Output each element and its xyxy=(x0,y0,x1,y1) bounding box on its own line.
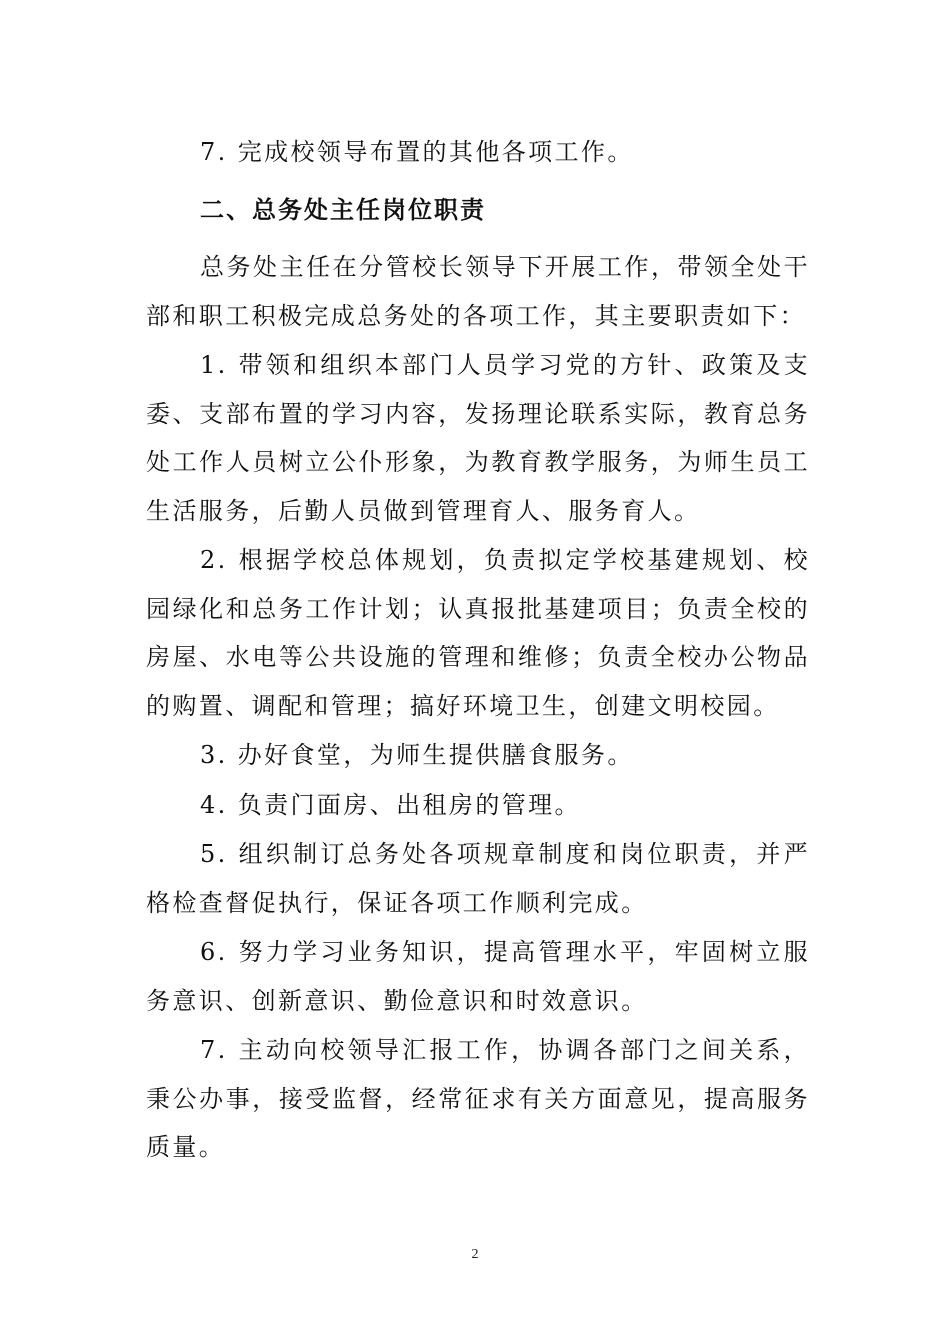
intro-paragraph: 总务处主任在分管校长领导下开展工作，带领全处干部和职工积极完成总务处的各项工作，其主要职责如下： xyxy=(146,253,810,330)
duty-item-1: 1. 带领和组织本部门人员学习党的方针、政策及支委、支部布置的学习内容，发扬理论联系实际，教育总务处工作人员树立公仆形象，为教育教学服务，为师生员工生活服务，后勤人员做到管理育人、服务育人。 xyxy=(146,351,810,525)
duty-item-7: 7. 主动向校领导汇报工作，协调各部门之间关系，秉公办事，接受监督，经常征求有关方面意见，提高服务质量。 xyxy=(146,1036,810,1161)
section-heading: 二、总务处主任岗位职责 xyxy=(200,195,486,224)
duty-item-3: 3. 办好食堂，为师生提供膳食服务。 xyxy=(200,741,634,769)
duty-item-2: 2. 根据学校总体规划，负责拟定学校基建规划、校园绿化和总务工作计划；认真报批基建项目；负责全校的房屋、水电等公共设施的管理和维修；负责全校办公物品的购置、调配和管理；搞好环境卫生，创建文明校园。 xyxy=(146,546,810,720)
duty-item-5: 5. 组织制订总务处各项规章制度和岗位职责，并严格检查督促执行，保证各项工作顺利完成。 xyxy=(146,840,810,917)
document-body xyxy=(146,128,810,1173)
duty-item-6: 6. 努力学习业务知识，提高管理水平，牢固树立服务意识、创新意识、勤俭意识和时效意识。 xyxy=(146,938,810,1015)
page-number: 2 xyxy=(471,1247,479,1262)
paragraph-item-7-prev: 7. 完成校领导布置的其他各项工作。 xyxy=(200,138,634,166)
duty-item-4: 4. 负责门面房、出租房的管理。 xyxy=(200,790,581,819)
